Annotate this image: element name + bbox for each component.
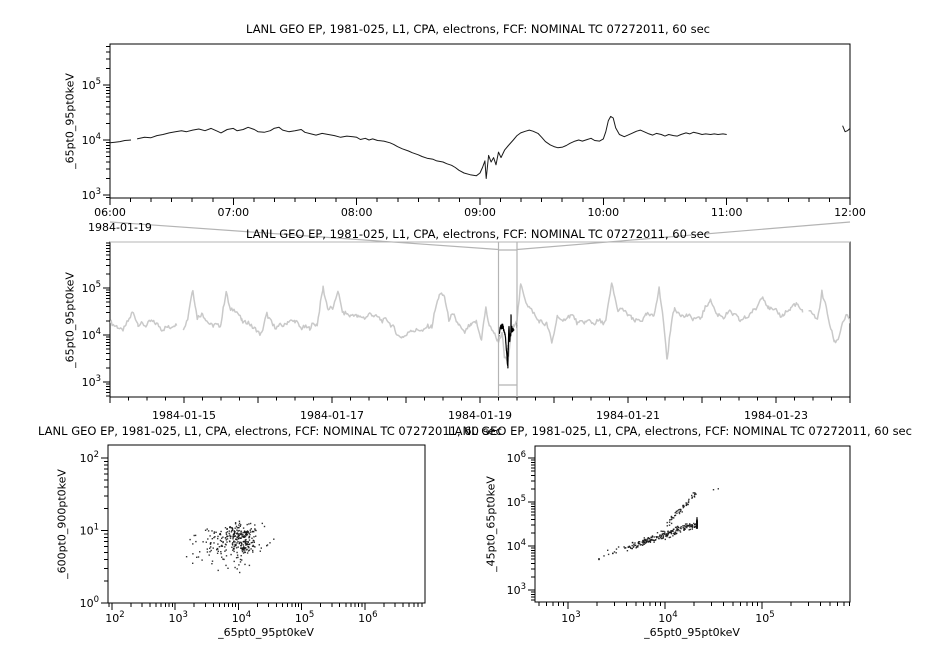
svg-text:102: $10^2$ — [79, 450, 99, 465]
svg-text:06:00: 06:00 — [94, 206, 126, 219]
svg-text:104: $10^4$ — [81, 132, 101, 147]
svg-text:104: $10^4$ — [506, 538, 526, 553]
scatter-panel-45-65[interactable] — [507, 446, 850, 625]
scatter-right-y-axis-label: _45pt0_65pt0keV — [484, 476, 498, 572]
svg-text:103: $10^3$ — [81, 374, 101, 389]
svg-text:105: $10^5$ — [294, 610, 315, 625]
svg-text:104: $10^4$ — [231, 610, 252, 625]
top-panel[interactable] — [82, 44, 866, 219]
svg-text:1984-01-23: 1984-01-23 — [744, 409, 808, 422]
svg-text:103: $10^3$ — [506, 582, 526, 597]
top-x-axis-date-label: 1984-01-19 — [88, 221, 152, 234]
svg-text:07:00: 07:00 — [217, 206, 250, 219]
svg-text:09:00: 09:00 — [464, 206, 496, 219]
top-panel-title: LANL GEO EP, 1981-025, L1, CPA, electrons, FCF: NOMINAL TC 07272011, 60 sec — [246, 22, 710, 36]
svg-text:104: $10^4$ — [81, 327, 101, 342]
context-y-axis-label: _65pt0_95pt0keV — [63, 272, 77, 368]
svg-text:11:00: 11:00 — [710, 206, 743, 219]
svg-text:103: $10^3$ — [561, 610, 581, 625]
svg-text:105: $10^5$ — [81, 77, 101, 92]
scatter-left-y-axis-label: _600pt0_900pt0keV — [55, 469, 69, 579]
svg-text:12:00: 12:00 — [834, 206, 866, 219]
context-panel-title: LANL GEO EP, 1981-025, L1, CPA, electrons, FCF: NOMINAL TC 07272011, 60 sec — [246, 227, 710, 241]
svg-text:103: $10^3$ — [168, 610, 188, 625]
svg-text:10:00: 10:00 — [587, 206, 620, 219]
svg-text:1984-01-21: 1984-01-21 — [596, 409, 660, 422]
svg-text:105: $10^5$ — [755, 610, 775, 625]
zoom-region-box[interactable] — [499, 242, 518, 397]
svg-text:101: $10^1$ — [79, 522, 99, 538]
svg-text:100: $10^0$ — [79, 595, 99, 610]
top-y-axis-label: _65pt0_95pt0keV — [63, 73, 77, 169]
svg-text:105: $10^5$ — [81, 280, 101, 295]
svg-text:08:00: 08:00 — [340, 206, 373, 219]
scatter-left-x-axis-label: _65pt0_95pt0keV — [218, 626, 314, 639]
svg-text:106: $10^6$ — [506, 450, 526, 465]
scatter-left-title: LANL GEO EP, 1981-025, L1, CPA, electrons, FCF: NOMINAL TC 07272011, 60 sec — [38, 424, 502, 438]
scatter-panel-600-900[interactable] — [80, 445, 425, 625]
svg-text:102: $10^2$ — [105, 610, 125, 625]
scatter-right-title: LANL GEO EP, 1981-025, L1, CPA, electrons, FCF: NOMINAL TC 07272011, 60 sec — [448, 424, 912, 438]
svg-text:105: $10^5$ — [506, 494, 526, 509]
svg-text:103: $10^3$ — [81, 187, 101, 202]
svg-text:1984-01-15: 1984-01-15 — [152, 409, 216, 422]
svg-text:1984-01-17: 1984-01-17 — [300, 409, 364, 422]
context-panel[interactable] — [82, 242, 850, 422]
svg-text:106: $10^6$ — [358, 610, 378, 625]
scatter-right-x-axis-label: _65pt0_95pt0keV — [644, 626, 740, 639]
svg-text:1984-01-19: 1984-01-19 — [448, 409, 512, 422]
svg-text:104: $10^4$ — [658, 610, 678, 625]
